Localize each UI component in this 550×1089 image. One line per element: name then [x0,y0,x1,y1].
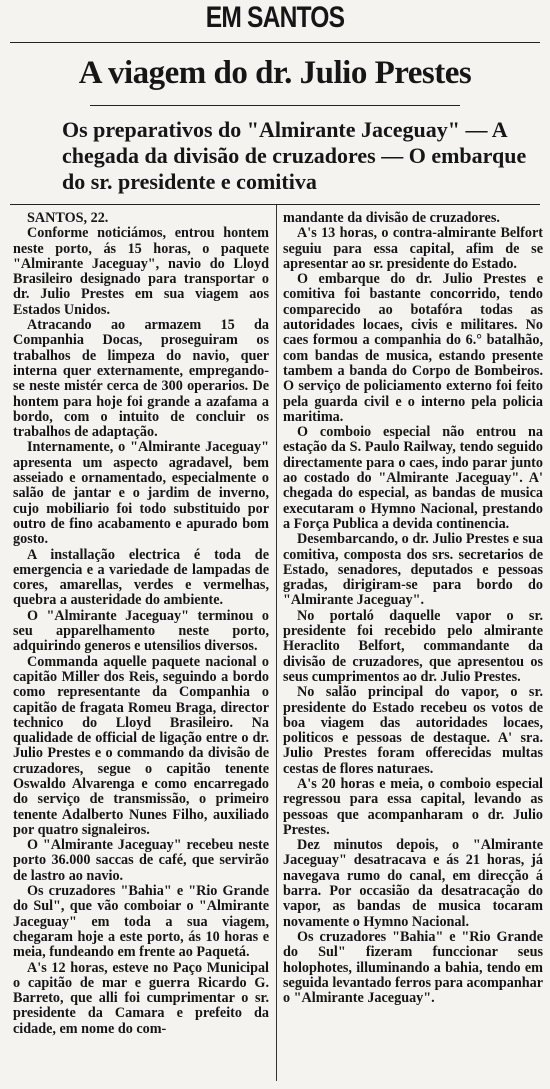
paragraph: Conforme noticiámos, entrou hontem neste porto, ás 15 horas, o paquete "Almirante Jaceguay", navio do Lloyd Brasileiro designado para transportar o dr. Julio Prestes em sua viagem aos Estados Unidos. [13,225,269,318]
article-column-left [13,211,269,1081]
dateline: SANTOS, 22. [27,211,109,226]
paragraph: Desembarcando, o dr. Julio Prestes e sua comitiva, composta dos srs. secretarios de Estado, senadores, deputados e pessoas gradas, dirigiram-se para bordo do "Almirante Jaceguay". [283,531,543,609]
paragraph: Commanda aquelle paquete nacional o capitão Miller dos Reis, seguindo a bordo como representante da Companhia o capitão de fragata Romeu Braga, director technico do Lloyd Brasileiro. Na qualidade de official de ligação entre o dr. Julio Prestes e o commando da divisão de cruzadores, segue o capitão tenente Oswaldo Alvarenga e como encarregado do serviço de transmissão, o primeiro tenente Adalberto Nunes Filho, auxiliado por quatro signaleiros. [13,653,269,838]
paragraph: No salão principal do vapor, o sr. presidente do Estado recebeu os votos de boa viagem das autoridades locaes, politicos e pessoas de destaque. A' sra. Julio Prestes foram offerecidas multas cestas de flores naturaes. [283,684,543,777]
paragraph: O embarque do dr. Julio Prestes e comitiva foi bastante concorrido, tendo comparecido ao botafóra todas as autoridades locaes, civis e militares. No caes formou a companhia do 6.° batalhão, com bandas de musica, estando presente tambem a banda do Corpo de Bombeiros. O serviço de policiamento externo foi feito pela guarda civil e o interno pela policia maritima. [283,271,543,425]
paragraph: O "Almirante Jaceguay" terminou o seu apparelhamento neste porto, adquirindo generos e utensilios diversos. [13,607,269,655]
paragraph: A's 12 horas, esteve no Paço Municipal o capitão de mar e guerra Ricardo G. Barreto, que alli foi cumprimentar o sr. presidente da Camara e prefeito da cidade, em nome do com- [13,959,269,1037]
paragraph: Os cruzadores "Bahia" e "Rio Grande do Sul", que vão comboiar o "Almirante Jaceguay" em toda a sua viagem, chegaram hoje a este porto, ás 10 horas e meia, fundeando em frente ao Paquetá. [13,883,269,961]
paragraph: A's 20 horas e meia, o comboio especial regressou para essa capital, levando as pessoas que acompanharam o dr. Julio Prestes. [283,775,543,838]
paragraph-continued: mandante da divisão de cruzadores. [283,211,500,226]
paragraph: No portaló daquelle vapor o sr. presidente foi recebido pelo almirante Heraclito Belfort, commandante da divisão de cruzadores, que apresentou os seus cumprimentos ao dr. Julio Prestes. [283,607,543,685]
subhead-rule [10,204,540,205]
section-title: EM SANTOS [205,1,345,34]
headline-rule [90,105,460,106]
paragraph: Dez minutos depois, o "Almirante Jaceguay" desatracava e ás 21 horas, já navegava rumo do canal, em direcção á barra. Por occasião da desatracação do vapor, as bandas de musica tocaram novamente o Hymno Nacional. [283,837,543,930]
title-rule [10,42,540,43]
paragraph: Os cruzadores "Bahia" e "Rio Grande do Sul" fizeram funccionar seus holophotes, illuminando a bahia, tendo em seguida levantado ferros para acompanhar o "Almirante Jaceguay". [283,928,543,1007]
paragraph: A installação electrica é toda de emergencia e a variedade de lampadas de cores, amarellas, verdes e vermelhas, quebra a austeridade do ambiente. [13,546,269,609]
paragraph: A's 13 horas, o contra-almirante Belfort seguiu para essa capital, afim de se apresentar ao sr. presidente do Estado. [283,225,543,272]
paragraph: O "Almirante Jaceguay" recebeu neste porto 36.000 saccas de café, que servirão de lastro ao navio. [13,837,269,884]
article-column-right [283,211,543,1081]
headline: A viagem do dr. Julio Prestes [78,55,472,91]
paragraph: Atracando ao armazem 15 da Companhia Docas, proseguiram os trabalhos de limpeza do navio, quer interna quer externamente, empregando-se neste mistér cerca de 300 operarios. De hontem para hoje foi grande a azafama a bordo, com o intuito de concluir os trabalhos de adaptação. [13,317,269,441]
column-divider [276,205,277,1081]
subhead: Os preparativos do "Almirante Jaceguay" — A chegada da divisão de cruzadores — O embarque do sr. presidente e comitiva [62,117,527,194]
paragraph: O comboio especial não entrou na estação da S. Paulo Railway, tendo seguido directamente para o caes, indo parar junto ao costado do "Almirante Jaceguay". A' chegada do especial, as bandas de musica executaram o Hymno Nacional, prestando a Força Publica a devida continencia. [283,424,543,532]
paragraph: Internamente, o "Almirante Jaceguay" apresenta um aspecto agradavel, bem asseiado e ornamentado, especialmente o salão de jantar e o jardim de inverno, cujo mobiliario foi todo substituido por outro de fino acabamento e apurado bom gosto. [13,439,269,548]
